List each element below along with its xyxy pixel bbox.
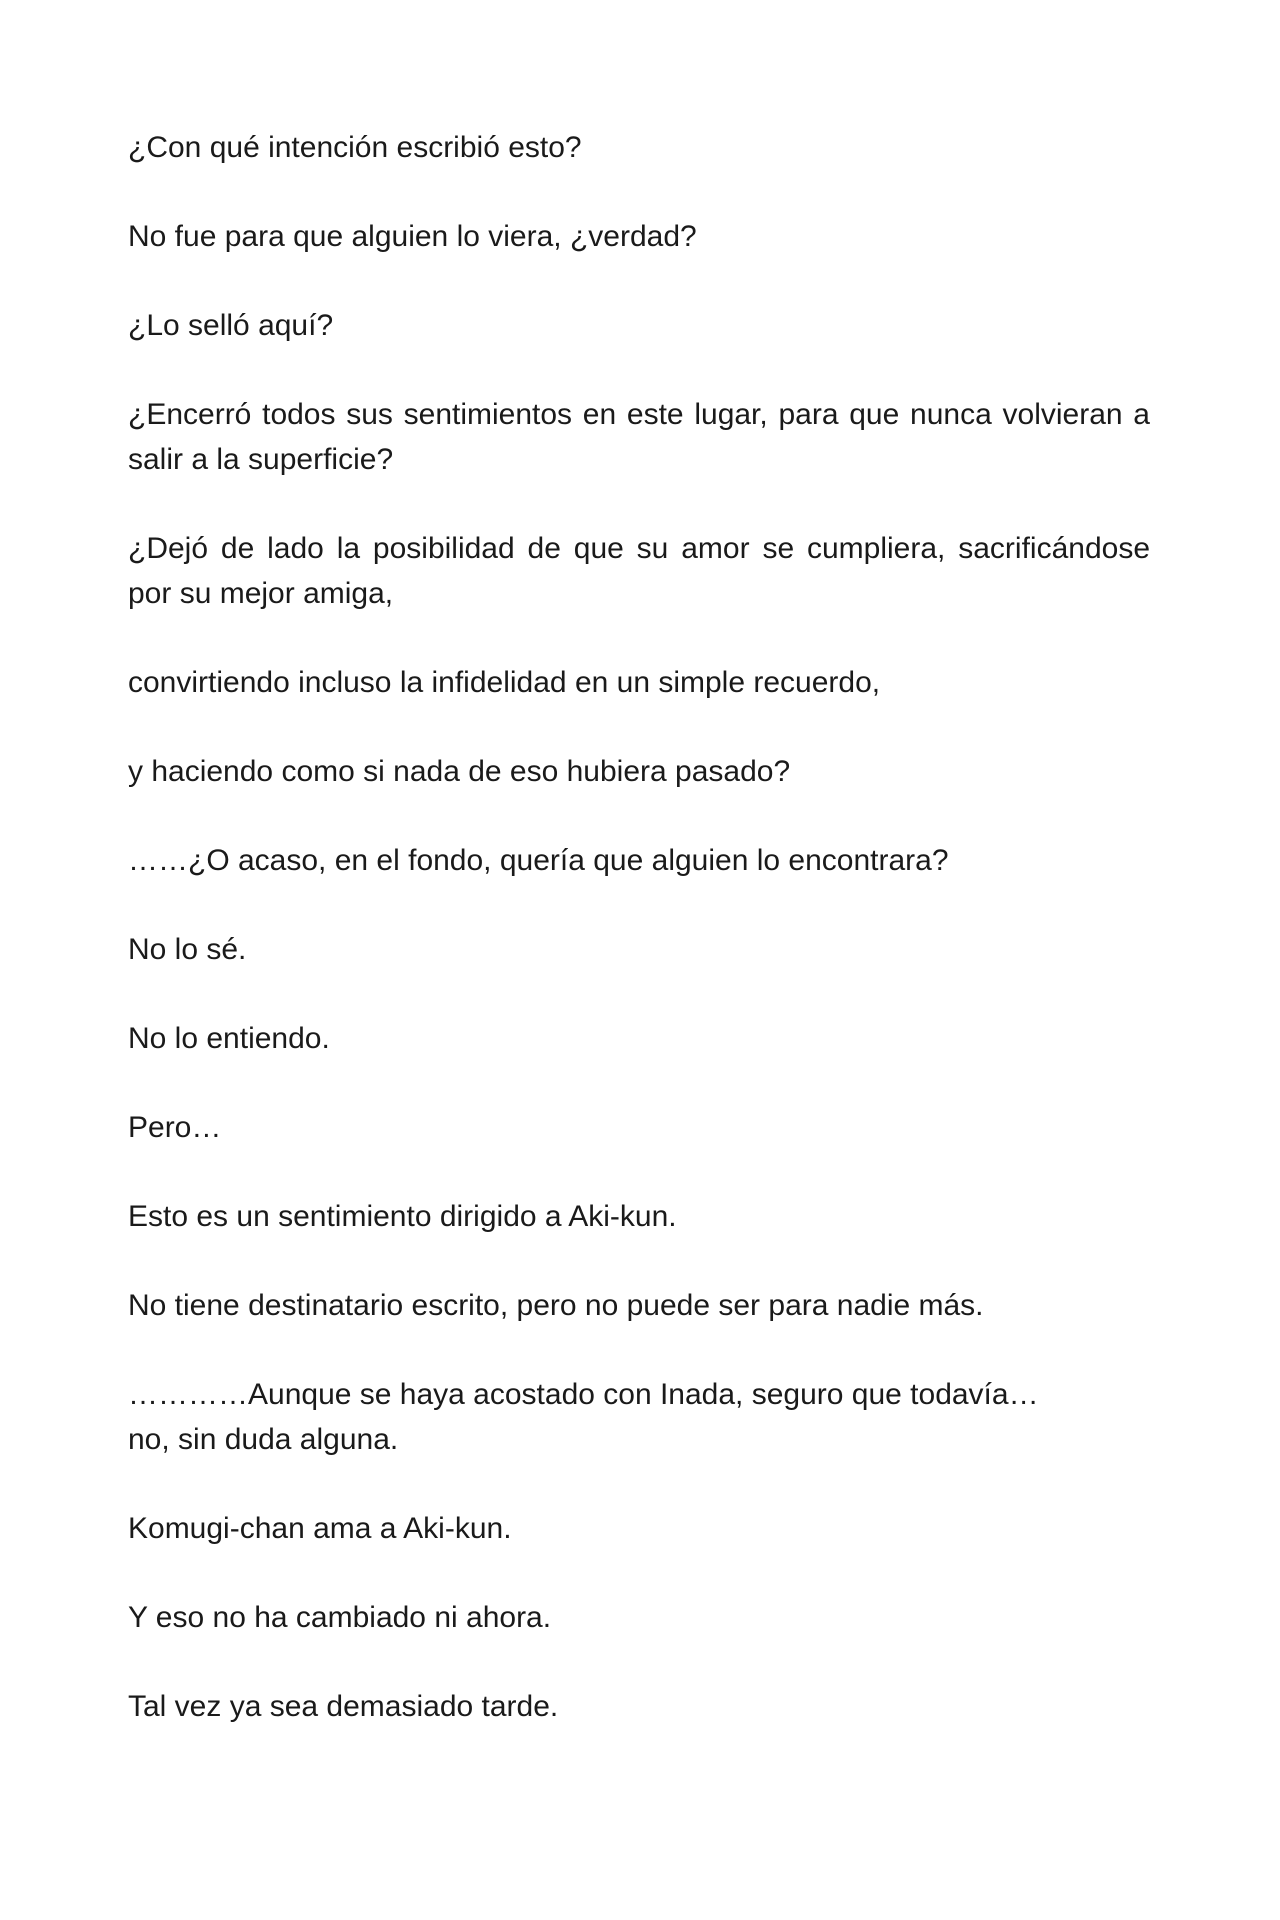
paragraph: ¿Encerró todos sus sentimientos en este lugar, para que nunca volvieran a salir a la superficie? [128, 398, 1150, 476]
paragraph: Tal vez ya sea demasiado tarde. [128, 1690, 559, 1723]
document-page [128, 125, 1150, 1773]
paragraph: y haciendo como si nada de eso hubiera pasado? [128, 755, 791, 788]
paragraph: No tiene destinatario escrito, pero no puede ser para nadie más. [128, 1289, 984, 1322]
paragraph: Esto es un sentimiento dirigido a Aki-kun. [128, 1200, 677, 1233]
paragraph-line: no, sin duda alguna. [128, 1423, 399, 1456]
paragraph: Komugi-chan ama a Aki-kun. [128, 1512, 512, 1545]
paragraph: No lo entiendo. [128, 1022, 330, 1055]
paragraph: Pero… [128, 1111, 222, 1144]
paragraph: ¿Con qué intención escribió esto? [128, 131, 582, 164]
paragraph: convirtiendo incluso la infidelidad en un simple recuerdo, [128, 666, 881, 699]
paragraph: ¿Dejó de lado la posibilidad de que su amor se cumpliera, sacrificándose por su mejor amiga, [128, 532, 1150, 610]
paragraph: No lo sé. [128, 933, 247, 966]
paragraph: ……¿O acaso, en el fondo, quería que alguien lo encontrara? [128, 844, 949, 877]
paragraph: ¿Lo selló aquí? [128, 309, 334, 342]
paragraph: No fue para que alguien lo viera, ¿verdad? [128, 220, 697, 253]
paragraph-multiline [128, 1372, 1150, 1462]
paragraph: Y eso no ha cambiado ni ahora. [128, 1601, 552, 1634]
paragraph-line: …………Aunque se haya acostado con Inada, seguro que todavía… [128, 1378, 1039, 1411]
